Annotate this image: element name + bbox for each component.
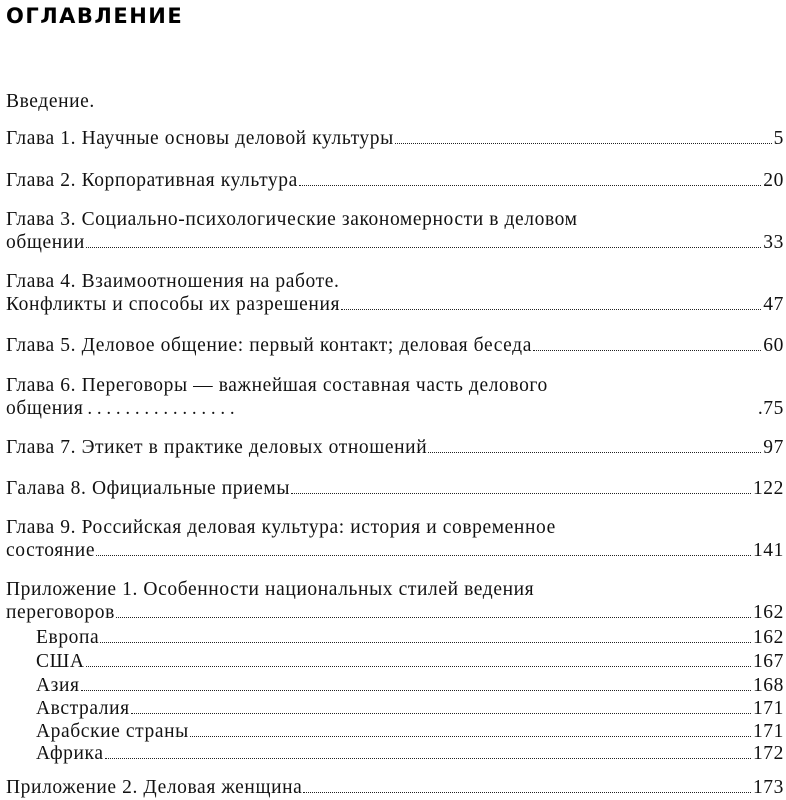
dot-leader: [86, 246, 761, 248]
toc-page-number: 47: [763, 294, 784, 315]
toc-entry-title-line: Глава 6. Переговоры — важнейшая составная часть делового: [6, 375, 548, 396]
toc-subentry-title: Австралия: [36, 698, 130, 719]
toc-page-number: 171: [752, 721, 784, 742]
toc-entry-chapter-1: [6, 127, 784, 150]
toc-subentry-title: Африка: [36, 743, 104, 764]
toc-subentry-usa: [6, 650, 784, 673]
toc-page-number: 162: [752, 602, 784, 623]
toc-entry-title: состояние: [6, 540, 96, 561]
toc-page-number: 173: [752, 777, 784, 798]
toc-page-number: 60: [763, 335, 784, 356]
toc-page-number: 162: [752, 627, 784, 648]
toc-subentry-asia: [6, 674, 784, 697]
toc-entry-chapter-7: [6, 436, 784, 459]
toc-entry-title: переговоров: [6, 602, 115, 623]
toc-entry-title: общения: [6, 398, 84, 419]
toc-entry-chapter-4: [6, 270, 784, 316]
dot-leader: [96, 554, 751, 556]
dot-leader: [100, 641, 751, 643]
toc-entry-title: Конфликты и способы их разрешения: [6, 294, 341, 315]
toc-entry-appendix-2: [6, 776, 784, 799]
toc-page-number: 172: [752, 743, 784, 764]
toc-entry-chapter-6: [6, 374, 784, 420]
toc-entry-title-line: Глава 4. Взаимоотношения на работе.: [6, 271, 340, 292]
toc-entry-title-line: Приложение 1. Особенности национальных стилей ведения: [6, 579, 535, 600]
toc-entry-introduction: [6, 90, 784, 113]
dot-leader: [428, 451, 761, 453]
toc-subentry-title: США: [36, 651, 85, 672]
dot-leader: [291, 492, 751, 494]
dot-leader: [81, 689, 751, 691]
toc-entry-title: общении: [6, 232, 85, 253]
toc-page-number: 167: [752, 651, 784, 672]
toc-entry-title: Глава 2. Корпоративная культура: [6, 170, 298, 191]
toc-subentry-title: Арабские страны: [36, 721, 189, 742]
toc-page-number: .75: [757, 398, 784, 419]
dot-leader: [533, 349, 761, 351]
toc-entry-title: Введение.: [6, 91, 95, 112]
toc-entry-chapter-8: [6, 477, 784, 500]
toc-page-number: 5: [773, 128, 784, 149]
toc-entry-chapter-3: [6, 208, 784, 254]
toc-entry-title: Глава 1. Научные основы деловой культуры: [6, 128, 394, 149]
dot-leader: [116, 616, 751, 618]
dot-leader: . . . . . . . . . . . . . . . .: [87, 398, 235, 419]
toc-subentry-africa: [6, 742, 784, 765]
dot-leader: [86, 665, 751, 667]
toc-entry-title-line: Глава 9. Российская деловая культура: история и современное: [6, 517, 556, 538]
dot-leader: [190, 735, 751, 737]
page-title: ОГЛАВЛЕНИЕ: [6, 4, 184, 28]
dot-leader: [131, 712, 751, 714]
dot-leader: [105, 757, 751, 759]
toc-subentry-title: Европа: [36, 627, 100, 648]
toc-page-number: 122: [752, 478, 784, 499]
toc-entry-title: Галава 8. Официальные приемы: [6, 478, 291, 499]
toc-subentry-australia: [6, 697, 784, 720]
dot-leader: [395, 142, 772, 144]
toc-entry-title: Глава 5. Деловое общение: первый контакт; деловая беседа: [6, 335, 532, 356]
toc-entry-title: Глава 7. Этикет в практике деловых отношений: [6, 437, 428, 458]
toc-entry-title: Приложение 2. Деловая женщина: [6, 777, 303, 798]
toc-page-number: 168: [752, 675, 784, 696]
toc-page-number: 171: [752, 698, 784, 719]
toc-entry-chapter-2: [6, 169, 784, 192]
dot-leader: [299, 184, 761, 186]
toc-entry-chapter-9: [6, 516, 784, 562]
toc-subentry-europe: [6, 626, 784, 649]
toc-page-number: 33: [763, 232, 784, 253]
toc-entry-title-line: Глава 3. Социально-психологические закономерности в деловом: [6, 209, 578, 230]
toc-page-number: 141: [752, 540, 784, 561]
toc-page-number: 97: [763, 437, 784, 458]
dot-leader: [303, 791, 751, 793]
toc-page-number: 20: [763, 170, 784, 191]
toc-entry-appendix-1: [6, 578, 784, 624]
toc-subentry-title: Азия: [36, 675, 80, 696]
toc-entry-chapter-5: [6, 334, 784, 357]
dot-leader: [341, 308, 761, 310]
toc-subentry-arab-countries: [6, 720, 784, 743]
